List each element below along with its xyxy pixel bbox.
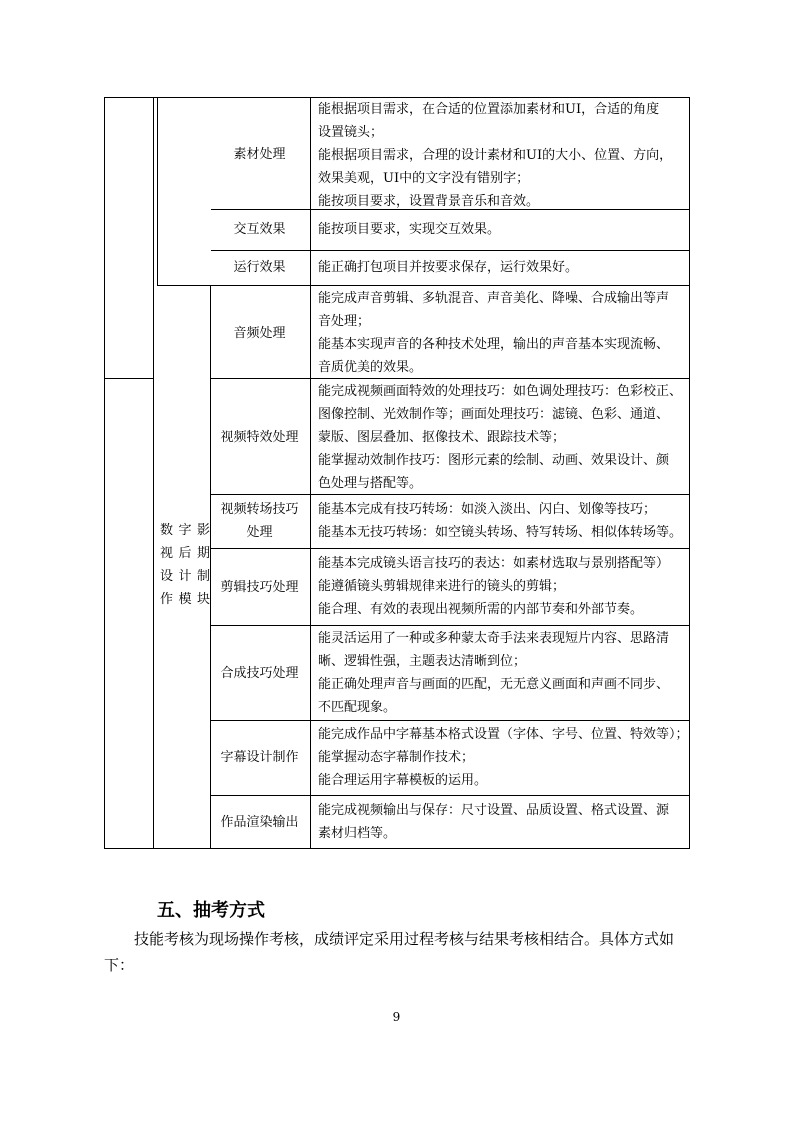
desc-line: 能根据项目需求，在合适的位置添加素材和UI，合适的角度 — [318, 102, 660, 117]
desc-editing — [318, 552, 688, 621]
item-line: 处理 — [246, 525, 273, 540]
desc-line: 效果美观，UI中的文字没有错别字； — [318, 171, 530, 186]
desc-line: 能基本无技巧转场：如空镜头转场、特写转场、相似体转场等。 — [318, 525, 683, 540]
desc-line: 能合理、有效的表现出视频所需的内部节奏和外部节奏。 — [318, 602, 644, 617]
module-label-line: 设计制 — [160, 569, 210, 584]
desc-line: 能完成作品中字幕基本格式设置（字体、字号、位置、特效等）； — [318, 727, 689, 742]
item-subtitle-design: 字幕设计制作 — [220, 750, 299, 765]
desc-line: 不匹配现象。 — [318, 700, 397, 715]
desc-line: 能按项目要求，设置背景音乐和音效。 — [318, 194, 540, 209]
desc-render-output — [318, 799, 688, 845]
module-label-line: 数字影 — [160, 523, 210, 538]
desc-material-processing — [318, 98, 688, 213]
desc-line: 素材归档等。 — [318, 826, 397, 841]
desc-audio-processing — [318, 287, 688, 379]
item-video-effects: 视频特效处理 — [220, 430, 299, 445]
item-compositing: 合成技巧处理 — [220, 666, 299, 681]
desc-line: 能完成声音剪辑、多轨混音、声音美化、降噪、合成输出等声 — [318, 291, 670, 306]
item-interaction-effect: 交互效果 — [233, 222, 286, 237]
desc-line: 能按项目要求，实现交互效果。 — [318, 222, 501, 237]
desc-subtitle-design — [318, 723, 688, 792]
desc-line: 晰、逻辑性强，主题表达清晰到位； — [318, 654, 527, 669]
item-run-effect: 运行效果 — [233, 260, 286, 275]
desc-line: 能正确打包项目并按要求保存，运行效果好。 — [318, 260, 579, 275]
desc-line: 能基本实现声音的各种技术处理，输出的声音基本实现流畅、 — [318, 337, 670, 352]
desc-line: 能掌握动态字幕制作技术； — [318, 750, 475, 765]
desc-line: 能掌握动效制作技巧：图形元素的绘制、动画、效果设计、颜 — [318, 453, 670, 468]
desc-line: 能完成视频输出与保存：尺寸设置、品质设置、格式设置、源 — [318, 803, 670, 818]
section-paragraph: 技能考核为现场操作考核，成绩评定采用过程考核与结果考核相结合。具体方式如下： — [104, 930, 675, 974]
desc-line: 能遵循镜头剪辑规律来进行的镜头的剪辑； — [318, 579, 566, 594]
desc-line: 设置镜头； — [318, 125, 384, 140]
desc-line: 音质优美的效果。 — [318, 360, 423, 375]
section-heading: 五、抽考方式 — [157, 900, 265, 921]
desc-transition — [318, 498, 688, 544]
desc-line: 能基本完成有技巧转场：如淡入淡出、闪白、划像等技巧； — [318, 502, 657, 517]
desc-run-effect — [318, 256, 688, 279]
desc-line: 能正确处理声音与画面的匹配，无无意义画面和声画不同步、 — [318, 677, 670, 692]
desc-line: 能合理运用字幕模板的运用。 — [318, 773, 488, 788]
item-render-output: 作品渲染输出 — [220, 815, 299, 830]
module-label-line: 视后期 — [160, 546, 210, 561]
item-transition — [211, 498, 308, 544]
item-material-processing: 素材处理 — [233, 147, 286, 162]
desc-line: 能根据项目需求，合理的设计素材和UI的大小、位置、方向， — [318, 148, 673, 163]
desc-line: 音处理； — [318, 314, 371, 329]
desc-compositing — [318, 627, 688, 719]
desc-line: 能基本完成镜头语言技巧的表达：如素材选取与景别搭配等） — [318, 556, 670, 571]
desc-line: 图像控制、光效制作等；画面处理技巧：滤镜、色彩、通道、 — [318, 407, 670, 422]
desc-video-effects — [318, 380, 688, 495]
module-label — [160, 519, 210, 611]
item-audio-processing: 音频处理 — [233, 326, 286, 341]
desc-line: 色处理与搭配等。 — [318, 476, 423, 491]
desc-interaction-effect — [318, 218, 688, 241]
page-number: 9 — [392, 1010, 401, 1024]
desc-line: 蒙版、图层叠加、抠像技术、跟踪技术等； — [318, 430, 566, 445]
item-editing: 剪辑技巧处理 — [220, 580, 299, 595]
desc-line: 能灵活运用了一种或多种蒙太奇手法来表现短片内容、思路清 — [318, 631, 670, 646]
module-label-line: 作模块 — [160, 592, 210, 607]
item-line: 视频转场技巧 — [220, 502, 299, 517]
desc-line: 能完成视频画面特效的处理技巧：如色调处理技巧：色彩校正、 — [318, 384, 683, 399]
